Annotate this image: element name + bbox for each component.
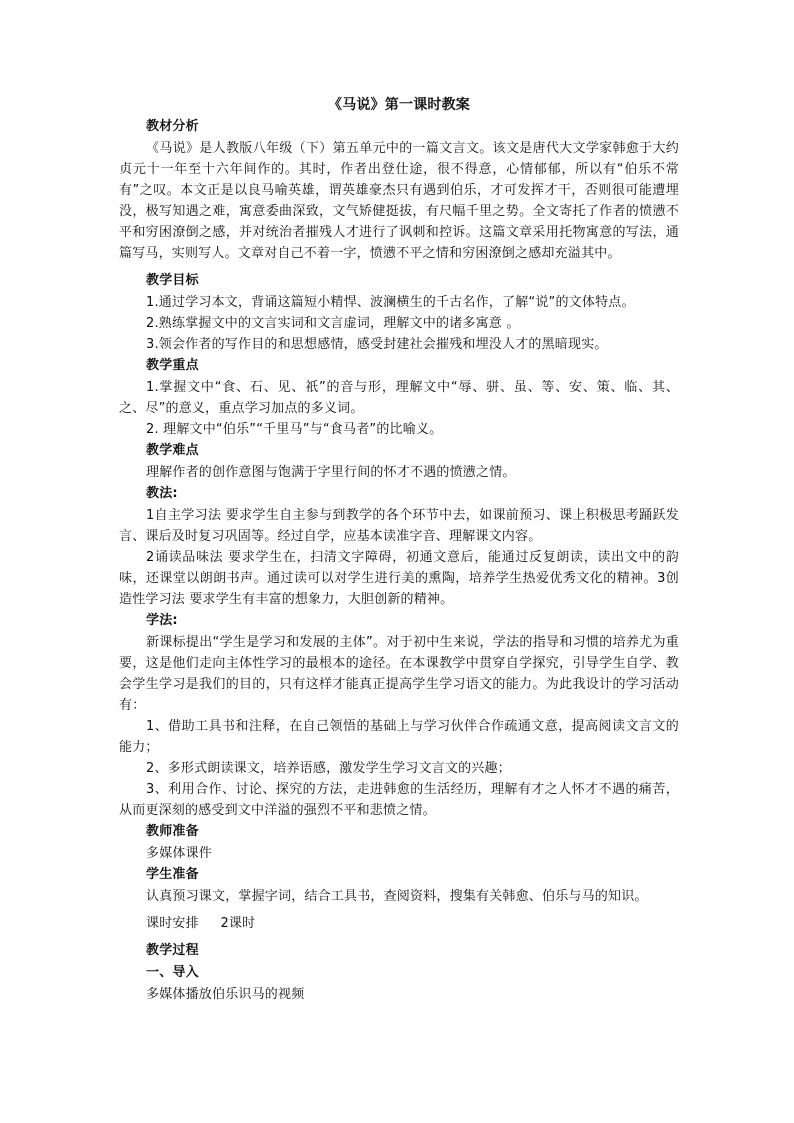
study-activity-item: 2、多形式朗读课文，培养语感，激发学生学习文言文的兴趣； <box>146 761 511 776</box>
study-intro-paragraph: 新课标提出“学生是学习和发展的主体”。对于初中生来说，学法的指导和习惯的培养尤为重要，这是他们走向主体性学习的最根本的途径。在本课教学中贯穿自学探究，引导学生自学、教会学生学习是我们的目的，只有这样才能真正提高学生学习语文的能力。为此我设计的学习活动有： <box>119 635 679 713</box>
teacher-prep-text: 多媒体课件 <box>146 846 213 861</box>
analysis-paragraph: 《马说》是人教版八年级（下）第五单元中的一篇文言文。该文是唐代大文学家韩愈于大约贞元十一年至十六年间作的。其时，作者出登仕途，很不得意，心情郁郁，所以有“伯乐不常有”之叹。本文正是以良马喻英雄，谓英雄豪杰只有遇到伯乐，才可发挥才干，否则很可能遭埋没，极写知遇之难，寓意委曲深致，文气矫健挺拔，有尺幅千里之势。全文寄托了作者的愤懑不平和穷困潦倒之感，并对统治者摧残人才进行了讽刺和控诉。这篇文章采用托物寓意的写法，通篇写马，实则写人。文章对自己不着一字，愤懑不平之情和穷困潦倒之感却充溢其中。 <box>119 141 679 261</box>
method-item: 2诵读品味法 要求学生在，扫清文字障碍，初通文意后，能通过反复朗读，读出文中的韵味，还课堂以朗朗书声。通过读可以对学生进行美的熏陶，培养学生热爱优秀文化的精神。3创造性学习法 要求学生有丰富的想象力，大胆创新的精神。 <box>119 550 679 607</box>
goal-item: 3.领会作者的写作目的和思想感情，感受封建社会摧残和埋没人才的黑暗现实。 <box>146 337 608 352</box>
section-heading-difficulty: 教学难点 <box>146 443 199 458</box>
study-activity-item: 3、利用合作、讨论、探究的方法，走进韩愈的生活经历，理解有才之人怀才不遇的痛苦，从而更深刻的感受到文中洋溢的强烈不平和悲愤之情。 <box>119 782 679 818</box>
keypoint-item: 2. 理解文中“伯乐”“千里马”与“食马者”的比喻义。 <box>146 422 443 437</box>
section-heading-process: 教学过程 <box>146 943 199 958</box>
student-prep-text: 认真预习课文，掌握字词，结合工具书，查阅资料，搜集有关韩愈、伯乐与马的知识。 <box>146 889 648 904</box>
section-heading-teacher-prep: 教师准备 <box>146 824 199 839</box>
schedule-line: 课时安排 2课时 <box>146 916 256 931</box>
process-subheading-intro: 一、导入 <box>146 965 199 980</box>
section-heading-methods: 教法: <box>146 486 178 501</box>
process-intro-text: 多媒体播放伯乐识马的视频 <box>146 987 305 1002</box>
method-item: 1自主学习法 要求学生自主参与到教学的各个环节中去，如课前预习、课上积极思考踊跃发言、课后及时复习巩固等。经过自学，应基本读准字音、理解课文内容。 <box>119 508 679 544</box>
goal-item: 2.熟练掌握文中的文言实词和文言虚词，理解文中的诸多寓意 。 <box>146 316 520 331</box>
lesson-plan-page <box>119 94 679 1005</box>
section-heading-keypoints: 教学重点 <box>146 358 199 373</box>
study-activity-item: 1、借助工具书和注释，在自己领悟的基础上与学习伙伴合作疏通文意，提高阅读文言文的能力； <box>119 719 679 755</box>
section-heading-analysis: 教材分析 <box>146 119 199 134</box>
section-heading-study: 学法: <box>146 613 178 628</box>
section-heading-goals: 教学目标 <box>146 273 199 288</box>
difficulty-paragraph: 理解作者的创作意图与饱满于字里行间的怀才不遇的愤懑之情。 <box>146 465 516 480</box>
goal-item: 1.通过学习本文，背诵这篇短小精悍、波澜横生的千古名作，了解“说”的文体特点。 <box>146 295 635 310</box>
section-heading-student-prep: 学生准备 <box>146 867 199 882</box>
page-title: 《马说》第一课时教案 <box>328 97 470 113</box>
keypoint-item: 1.掌握文中“食、石、见、祇”的音与形，理解文中“辱、骈、虽、等、安、策、临、其、之、尽”的意义，重点学习加点的多义词。 <box>119 380 679 416</box>
